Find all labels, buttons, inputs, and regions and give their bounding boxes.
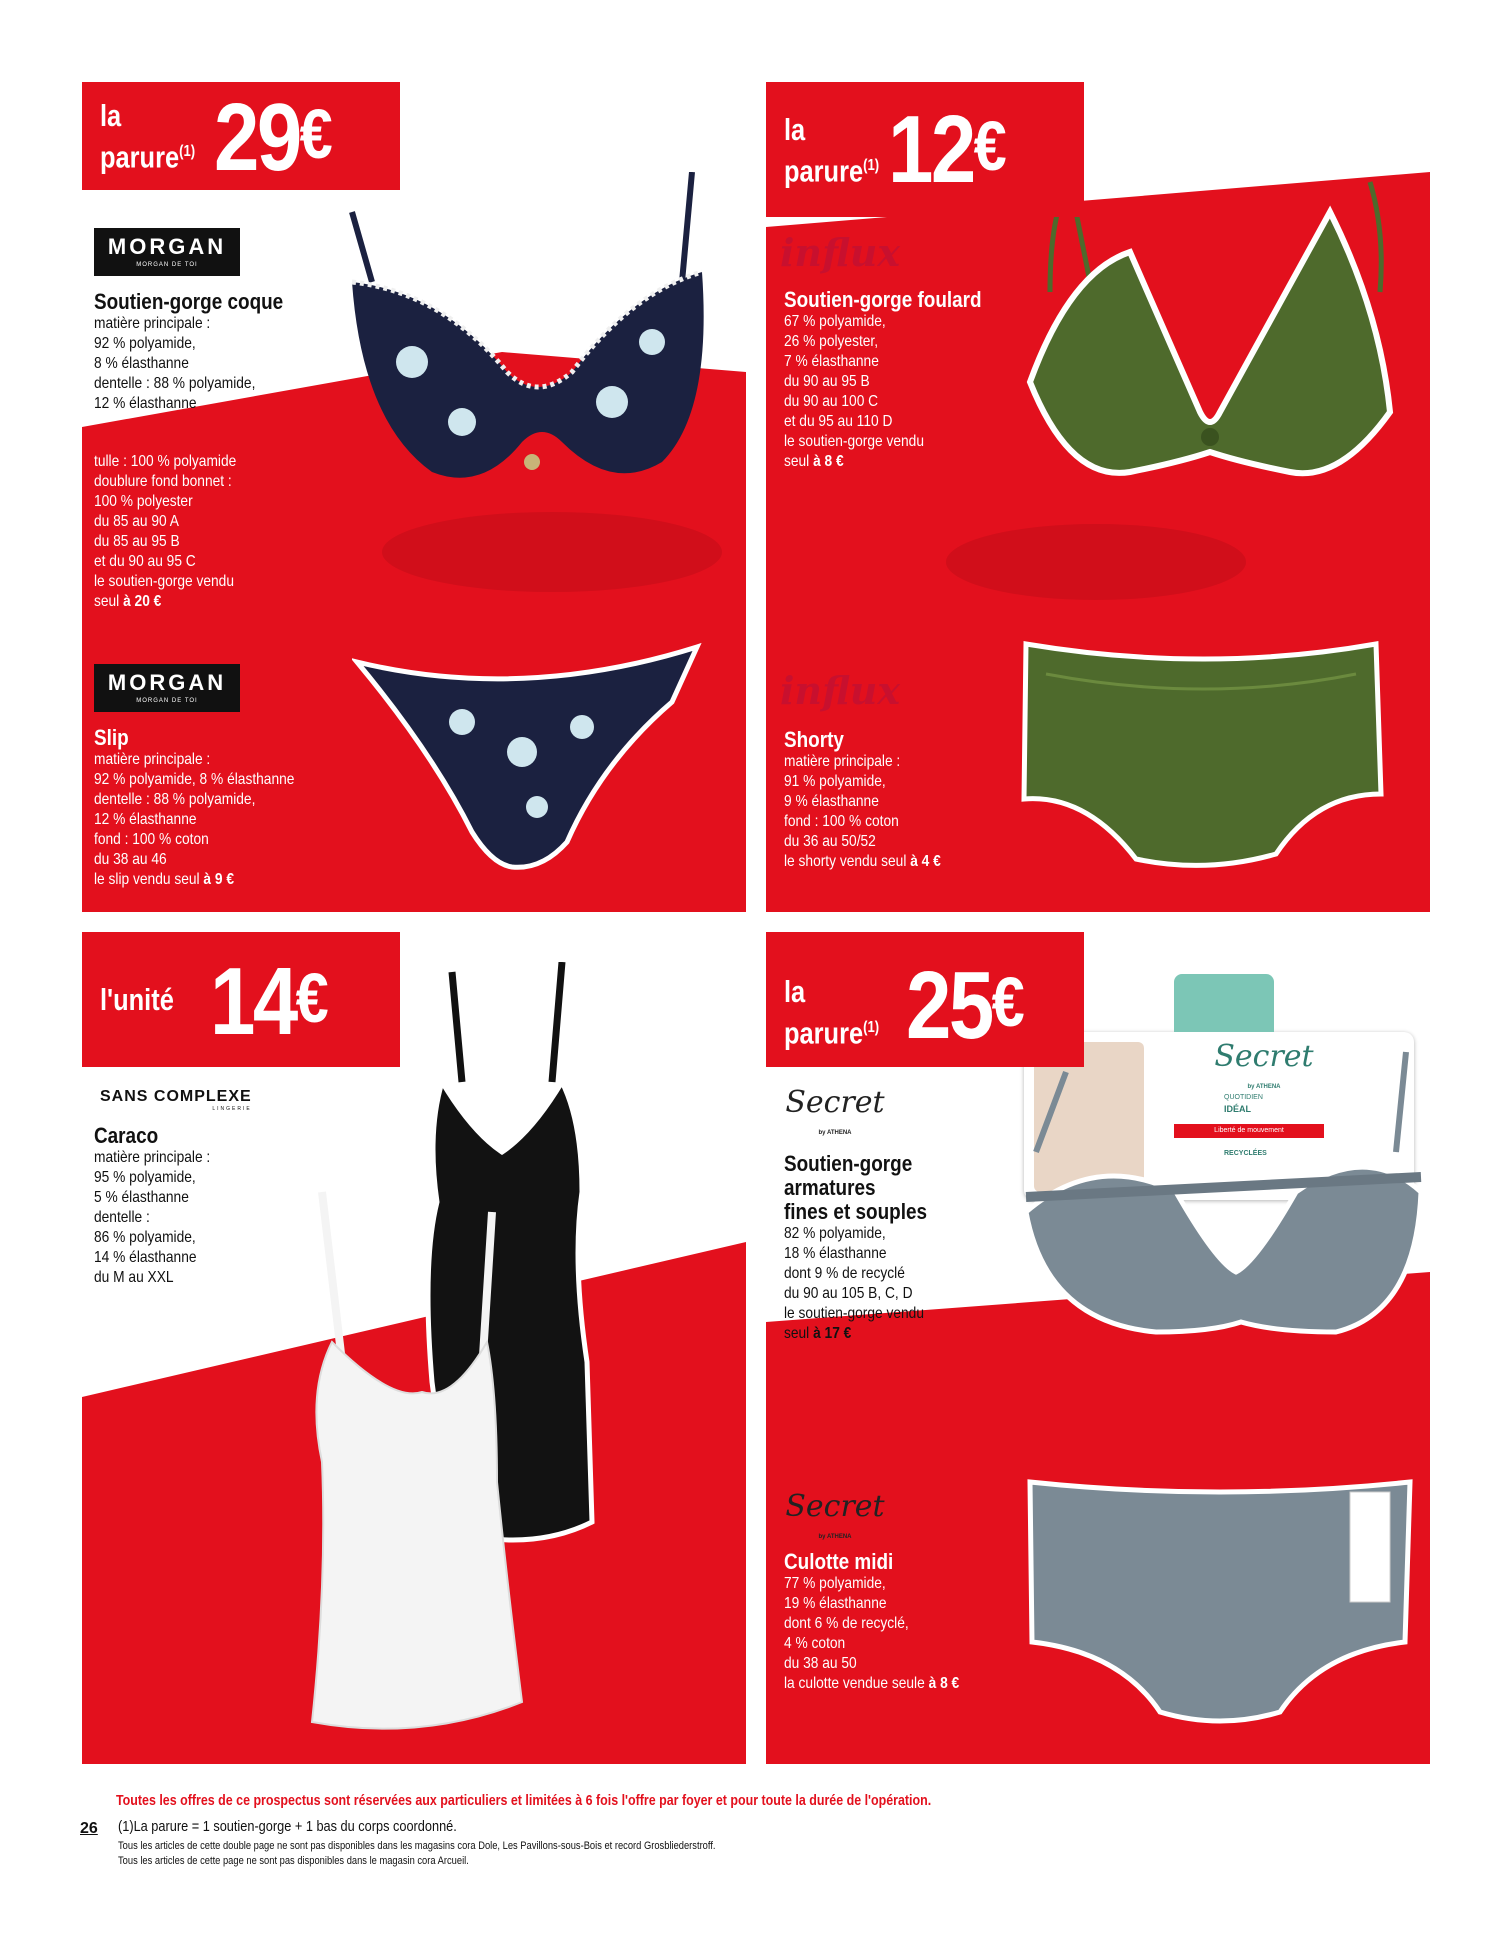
bra-description-continued — [94, 452, 236, 612]
slip-description — [94, 726, 294, 890]
sold-prefix: le shorty vendu seul — [784, 853, 911, 870]
sold-prefix: seul — [94, 593, 124, 610]
spec-line: du 85 au 95 B — [94, 533, 180, 550]
footnote-mark: (1) — [179, 143, 196, 160]
logo-subtext: MORGAN DE TOI — [136, 262, 198, 268]
spec-line: 5 % élasthanne — [94, 1189, 189, 1206]
pack-line: IDÉAL — [1224, 1104, 1251, 1114]
panel-morgan — [82, 82, 746, 912]
spec-line: 82 % polyamide, — [784, 1225, 886, 1242]
product-title: Slip — [94, 725, 129, 750]
spec-line: matière principale : — [94, 1149, 211, 1166]
logo-subtext: LINGERIE — [212, 1106, 252, 1112]
product-title: armatures — [784, 1175, 876, 1200]
sold-prefix: le slip vendu seul — [94, 871, 204, 888]
footer — [0, 1780, 1512, 1940]
sold-price: à 20 € — [123, 593, 162, 610]
spec-line: 9 % élasthanne — [784, 793, 879, 810]
sold-price: à 4 € — [910, 853, 941, 870]
price-value: 12 — [888, 96, 974, 203]
morgan-logo — [94, 228, 240, 276]
spec-line: dentelle : 88 % polyamide, — [94, 791, 256, 808]
product-title: Culotte midi — [784, 1549, 894, 1574]
bra-description — [94, 290, 283, 414]
offer-notice: Toutes les offres de ce prospectus sont réservées aux particuliers et limitées à 6 fois l'offre par foyer et pour toute la durée de l'opération. — [116, 1792, 932, 1809]
price-label: la — [100, 98, 122, 133]
spec-line: 26 % polyester, — [784, 333, 879, 350]
logo-subtext: by ATHENA — [818, 1130, 852, 1136]
spec-line: le soutien-gorge vendu — [784, 1305, 924, 1322]
price-label: la — [784, 974, 806, 1009]
logo-text: Secret — [785, 1085, 885, 1120]
logo-subtext: by ATHENA — [818, 1534, 852, 1540]
spec-line: du M au XXL — [94, 1269, 174, 1286]
spec-line: 12 % élasthanne — [94, 811, 197, 828]
product-title: Caraco — [94, 1123, 159, 1148]
sold-price-line — [94, 870, 294, 890]
logo-subtext: MORGAN DE TOI — [136, 698, 198, 704]
price-box — [766, 932, 1084, 1067]
availability-note: Tous les articles de cette page ne sont pas disponibles dans le magasin cora Arcueil. — [118, 1855, 469, 1867]
spec-line: 92 % polyamide, — [94, 335, 196, 352]
packaging-hanger — [1174, 974, 1274, 1032]
sold-price-line — [784, 1324, 927, 1344]
spec-line: du 90 au 105 B, C, D — [784, 1285, 913, 1302]
olive-bra-image — [1010, 172, 1410, 572]
spec-line: du 85 au 90 A — [94, 513, 179, 530]
product-title: Shorty — [784, 727, 844, 752]
logo-text: MORGAN — [107, 234, 227, 259]
price-label: la — [784, 112, 806, 147]
price-box — [766, 82, 1084, 217]
spec-line: dont 6 % de recyclé, — [784, 1615, 909, 1632]
secret-logo — [780, 1489, 890, 1552]
spec-line: 8 % élasthanne — [94, 355, 189, 372]
logo-text: SANS COMPLEXE — [100, 1088, 252, 1105]
price-label: l'unité — [100, 982, 174, 1017]
sold-price: à 8 € — [928, 1675, 960, 1692]
price-label: parure — [784, 1015, 864, 1051]
spec-line: du 38 au 46 — [94, 851, 167, 868]
product-title: Soutien-gorge coque — [94, 289, 284, 314]
spec-line: le soutien-gorge vendu — [784, 433, 924, 450]
panel-sans-complexe — [82, 932, 746, 1764]
product-title: Soutien-gorge — [784, 1151, 913, 1176]
spec-line: dentelle : 88 % polyamide, — [94, 375, 256, 392]
spec-line: tulle : 100 % polyamide — [94, 453, 237, 470]
spec-line: le soutien-gorge vendu — [94, 573, 234, 590]
spec-line: dentelle : — [94, 1209, 150, 1226]
price-value: 14 — [210, 948, 296, 1055]
spec-line: 86 % polyamide, — [94, 1229, 196, 1246]
olive-shorty-image — [1016, 634, 1386, 874]
navy-slip-image — [352, 642, 702, 872]
price-currency: € — [991, 963, 1023, 1041]
pack-brand-sub: by ATHENA — [1247, 1084, 1281, 1090]
spec-line: matière principale : — [784, 753, 901, 770]
price-value: 25 — [906, 952, 992, 1059]
secret-logo — [780, 1085, 890, 1148]
parure-footnote: (1)La parure = 1 soutien-gorge + 1 bas du corps coordonné. — [118, 1818, 457, 1835]
page-number: 26 — [80, 1820, 98, 1837]
spec-line: du 38 au 50 — [784, 1655, 857, 1672]
spec-line: 91 % polyamide, — [784, 773, 886, 790]
product-title: Soutien-gorge foulard — [784, 287, 982, 312]
logo-text: MORGAN — [107, 670, 227, 695]
sold-price: à 8 € — [813, 453, 844, 470]
sold-prefix: la culotte vendue seule — [784, 1675, 929, 1692]
spec-line: 14 % élasthanne — [94, 1249, 197, 1266]
pack-badge: RECYCLÉES — [1224, 1150, 1267, 1157]
spec-line: 18 % élasthanne — [784, 1245, 887, 1262]
spec-line: 100 % polyester — [94, 493, 193, 510]
price-currency: € — [973, 107, 1005, 185]
spec-line: 4 % coton — [784, 1635, 846, 1652]
panel-secret — [766, 932, 1430, 1764]
price-currency: € — [295, 959, 327, 1037]
sold-prefix: seul — [784, 1325, 814, 1342]
spec-line: doublure fond bonnet : — [94, 473, 232, 490]
spec-line: 12 % élasthanne — [94, 395, 197, 412]
sold-prefix: seul — [784, 453, 814, 470]
spec-line: matière principale : — [94, 315, 211, 332]
influx-logo: influx — [780, 668, 900, 713]
pack-brand-text: Secret — [1214, 1039, 1314, 1074]
spec-line: fond : 100 % coton — [784, 813, 899, 830]
spec-line: du 36 au 50/52 — [784, 833, 876, 850]
spec-line: fond : 100 % coton — [94, 831, 209, 848]
spec-line: du 90 au 100 C — [784, 393, 879, 410]
price-label: parure — [100, 139, 180, 175]
price-box — [82, 932, 400, 1067]
sold-price-line — [94, 592, 236, 612]
bra-description — [784, 1152, 927, 1344]
spec-line: et du 90 au 95 C — [94, 553, 196, 570]
logo-text: Secret — [785, 1489, 885, 1524]
spec-line: dont 9 % de recyclé — [784, 1265, 905, 1282]
caraco-image — [252, 962, 712, 1752]
caraco-description — [94, 1124, 210, 1288]
availability-note: Tous les articles de cette double page ne sont pas disponibles dans les magasins cora Dole, Les Pavillons-sous-Bois et record Grosbliederstroff. — [118, 1840, 716, 1852]
influx-logo: influx — [780, 230, 900, 275]
price-value: 29 — [214, 84, 300, 191]
spec-line: matière principale : — [94, 751, 211, 768]
footnote-mark: (1) — [863, 1019, 880, 1036]
spec-line: 95 % polyamide, — [94, 1169, 196, 1186]
sold-price-line — [784, 852, 941, 872]
sans-complexe-logo — [100, 1088, 252, 1112]
spec-line: 19 % élasthanne — [784, 1595, 887, 1612]
grey-culotte-image — [1020, 1472, 1420, 1732]
pack-badge: Liberté de mouvement — [1174, 1124, 1324, 1138]
price-currency: € — [299, 95, 331, 173]
price-label: parure — [784, 153, 864, 189]
sold-price: à 9 € — [203, 871, 234, 888]
navy-bra-image — [332, 172, 732, 502]
spec-line: 77 % polyamide, — [784, 1575, 886, 1592]
spec-line: 67 % polyamide, — [784, 313, 886, 330]
price-box — [82, 82, 400, 190]
spec-line: du 90 au 95 B — [784, 373, 870, 390]
grey-bra-image — [1016, 1032, 1426, 1342]
product-title: fines et souples — [784, 1199, 928, 1224]
culotte-description — [784, 1550, 959, 1694]
sold-price-line — [784, 1674, 959, 1694]
sold-price-line — [784, 452, 982, 472]
footnote-mark: (1) — [863, 157, 880, 174]
panel-influx — [766, 82, 1430, 912]
spec-line: et du 95 au 110 D — [784, 413, 893, 430]
spec-line: 92 % polyamide, 8 % élasthanne — [94, 771, 295, 788]
pack-line: QUOTIDIEN — [1224, 1094, 1263, 1101]
spec-line: 7 % élasthanne — [784, 353, 879, 370]
sold-price: à 17 € — [813, 1325, 852, 1342]
bra-description — [784, 288, 982, 472]
shorty-description — [784, 728, 941, 872]
morgan-logo — [94, 664, 240, 712]
